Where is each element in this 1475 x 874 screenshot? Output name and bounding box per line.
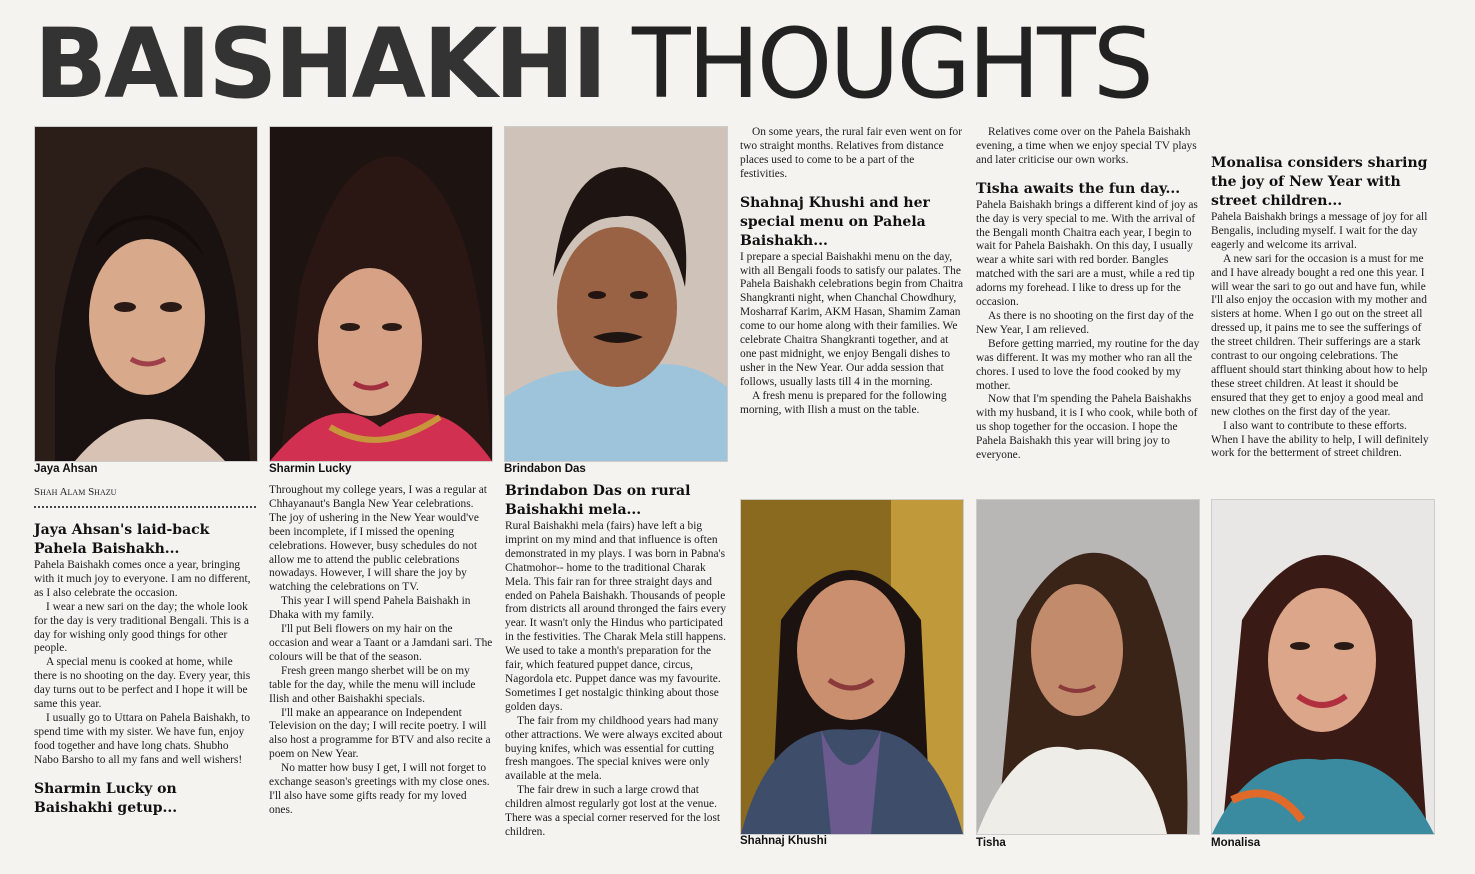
headline-light: THOUGHTS (631, 8, 1151, 120)
tisha-paragraph: Now that I'm spending the Pahela Baishakhs with my husband, it is I who cook, while both of us shop together for the occasion. I hope the Pahela Baishakh this year will bring joy to everyone. (976, 393, 1198, 462)
heading-jaya: Jaya Ahsan's laid-back Pahela Baishakh... (34, 522, 210, 557)
caption-sharmin-lucky: Sharmin Lucky (269, 463, 352, 475)
tisha-paragraph: Before getting married, my routine for the day was different. It was my mother who ran all the chores. I used to love the food cooked by my mother. (976, 337, 1200, 392)
monalisa-paragraph: A new sari for the occasion is a must for me and I have already bought a red one this year. I will wear the sari to go out and have fun, while I'll also enjoy the occasion with my mother and sisters at home. When I go out on the street all dressed up, it pains me to see the sufferings of the street children. Their sufferings are a stark contrast to our ongoing celebrations. The affluent should start thinking about how to help these street children. At least it should be ensured that they get to enjoy a good meal and new clothes on the first day of the year. (1211, 252, 1428, 418)
column-brindabon (505, 482, 727, 840)
brindabon-paragraph: Rural Baishakhi mela (fairs) have left a big imprint on my mind and that influence is often demonstrated in my plays. I was born in Pabna's Chatmohor-- home to the traditional Charak Mela. This fair ran for three straight days and ended on Pahela Baishakh. Thousands of people from districts all around thronged the fairs every year. It wasn't only the Hindus who participated in the festivities. The Charak Mela still happens. We used to take a month's preparation for the fair, which featured puppet dance, circus, Nagordola etc. Puppet dance was my favourite. Sometimes I get nostalgic thinking about those golden days. (505, 520, 727, 713)
heading-monalisa: Monalisa considers sharing the joy of New Year with street children... (1211, 155, 1428, 209)
photo-shahnaj-khushi (740, 499, 964, 835)
sharmin-paragraph: I'll make an appearance on Independent Television on the day; I will recite poetry. I will also host a programme for BTV and also recite a poem on New Year. (269, 706, 491, 761)
caption-jaya-ahsan: Jaya Ahsan (34, 463, 98, 475)
brindabon-paragraph: The fair drew in such a large crowd that children almost regularly got lost at the venue. There was a special corner reserved for the lost children. (505, 784, 721, 838)
caption-monalisa: Monalisa (1211, 837, 1261, 849)
byline-divider (34, 506, 256, 508)
tisha-paragraph: As there is no shooting on the first day of the New Year, I am relieved. (976, 309, 1194, 336)
caption-brindabon-das: Brindabon Das (504, 463, 586, 475)
jaya-paragraph: Pahela Baishakh comes once a year, bringing with it much joy to everyone. I am no different, as I also celebrate the occasion. (34, 559, 251, 599)
jaya-paragraph: I usually go to Uttara on Pahela Baishakh, to spend time with my sister. We have fun, enjoy food together and have long chats. Shubho Nabo Barsho to all my fans and well wishers! (34, 711, 251, 766)
shahnaj-paragraph: I prepare a special Baishakhi menu on the day, with all Bengali foods to satisfy our palates. The Pahela Baishakh celebrations begin from Chaitra Shangkranti night, when Chanchal Chowdhury, Mosharraf Karim, AKM Hasan, Shamim Zaman come to our home along with their families. We celebrate Chaitra Shangkranti together, and at one past midnight, we enjoy Bengali dishes to usher in the New Year. Our adda session that follows, usually lasts till 4 in the morning. (740, 250, 963, 388)
heading-shahnaj: Shahnaj Khushi and her special menu on Pahela Baishakh... (740, 194, 930, 249)
sharmin-paragraph: No matter how busy I get, I will not forget to exchange season's greetings with my close ones. I'll also have some gifts ready for my loved ones. (269, 762, 490, 816)
sharmin-paragraph: I'll put Beli flowers on my hair on the occasion and wear a Taant or a Jamdani sari. The colours will be that of the season. (269, 623, 493, 663)
sharmin-paragraph: Fresh green mango sherbet will be on my table for the day, while the menu will include Ilish and other Baishakhi specials. (269, 664, 476, 705)
caption-shahnaj-khushi: Shahnaj Khushi (740, 835, 827, 847)
column-sharmin (269, 484, 493, 818)
shahnaj-paragraph: Relatives come over on the Pahela Baishakh evening, a time when we enjoy special TV plays and later criticise our own works. (976, 126, 1197, 166)
column-shahnaj (740, 126, 964, 418)
byline: Shah Alam Shazu (34, 486, 117, 498)
heading-brindabon: Brindabon Das on rural Baishakhi mela... (505, 483, 691, 518)
column-monalisa (1211, 126, 1435, 461)
heading-tisha: Tisha awaits the fun day... (976, 180, 1181, 197)
shahnaj-paragraph: A fresh menu is prepared for the following morning, with Ilish a must on the table. (740, 389, 947, 416)
brindabon-paragraph: The fair from my childhood years had many other attractions. We were always excited about buying knifes, which was essential for cutting fresh mangoes. The special knives were only available at the mela. (505, 714, 723, 783)
photo-jaya-ahsan (34, 126, 258, 462)
monalisa-paragraph: Pahela Baishakh brings a message of joy for all Bengalis, including myself. I wait for the day eagerly and welcome its arrival. (1211, 211, 1428, 251)
brindabon-paragraph: On some years, the rural fair even went on for two straight months. Relatives from distance places used to come to be a part of the festivities. (740, 126, 963, 180)
tisha-paragraph: Pahela Baishakh brings a different kind of joy as the day is very special to me. With the arrival of the Bengali month Chaitra each year, I begin to wait for Pahela Baishakh. On this day, I usually wear a white sari with red border. Bangles matched with the sari are a must, while a red tip adorns my forehead. I like to dress up for the occasion. (976, 198, 1198, 309)
sharmin-paragraph: This year I will spend Pahela Baishakh in Dhaka with my family. (269, 595, 471, 622)
headline-bold: BAISHAKHI (34, 8, 605, 120)
photo-sharmin-lucky (269, 126, 493, 462)
photo-monalisa (1211, 499, 1435, 835)
sharmin-paragraph: Throughout my college years, I was a regular at Chhayanaut's Bangla New Year celebrations. The joy of ushering in the New Year would've been incomplete, if I missed the opening celebrations. However, busy schedules do not allow me to attend the public celebrations nowadays. However, I will share the joy by watching the celebrations on TV. (269, 484, 487, 594)
caption-tisha: Tisha (976, 837, 1006, 849)
photo-tisha (976, 499, 1200, 835)
jaya-paragraph: A special menu is cooked at home, while there is no shooting on the day. Every year, this day turns out to be perfect and I hope it will be same this year. (34, 656, 251, 711)
page-headline (34, 8, 1151, 120)
photo-brindabon-das (504, 126, 728, 462)
column-tisha (976, 126, 1200, 463)
heading-sharmin: Sharmin Lucky on Baishakhi getup... (34, 780, 178, 816)
monalisa-paragraph: I also want to contribute to these efforts. When I have the ability to help, I will definitely work for the betterment of street children. (1211, 419, 1429, 460)
jaya-paragraph: I wear a new sari on the day; the whole look for the day is very traditional Bengali. This is a day for wishing only good things for other people. (34, 600, 249, 655)
column-jaya (34, 521, 256, 818)
